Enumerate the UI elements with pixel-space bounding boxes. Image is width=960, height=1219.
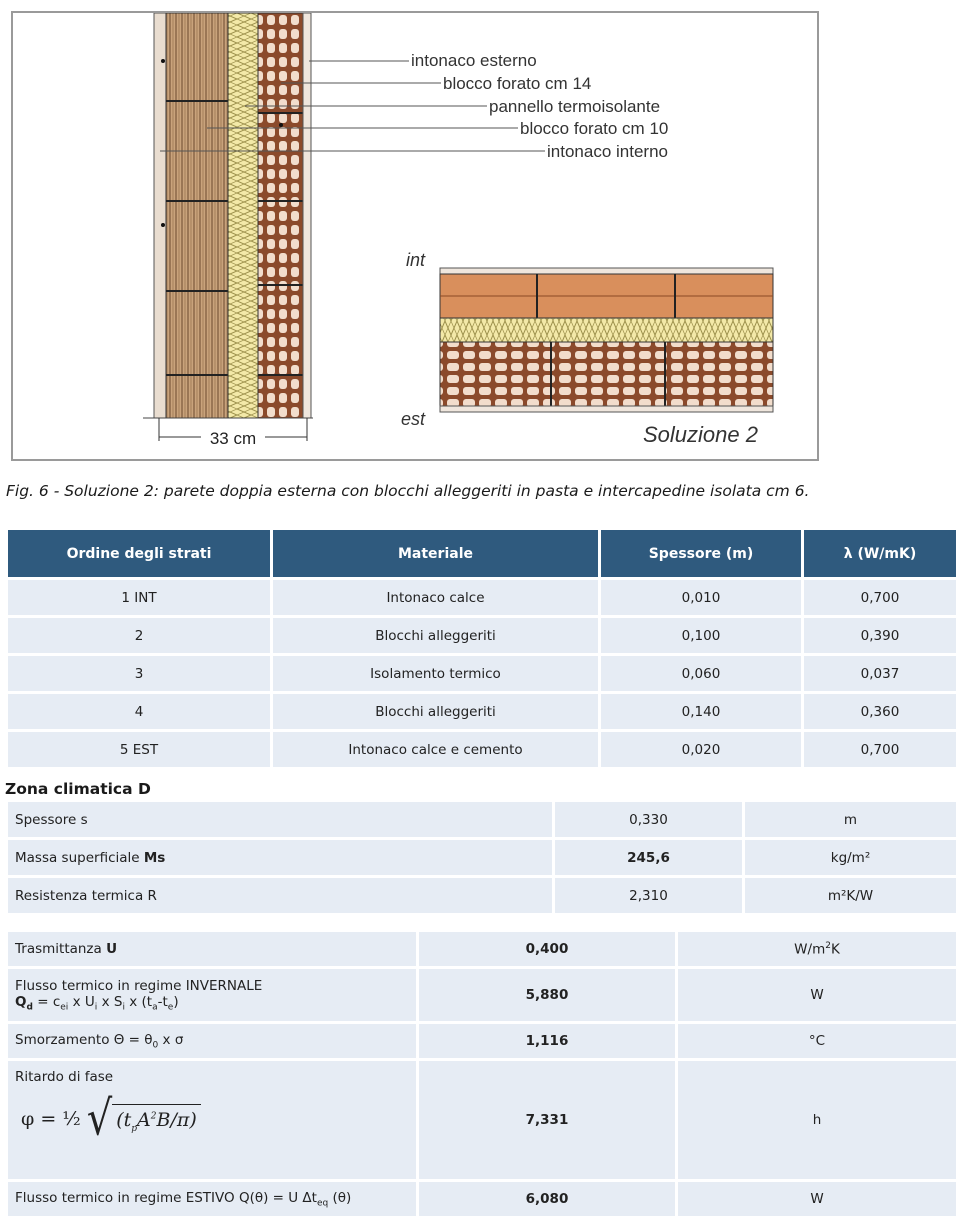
layer-material: Blocchi alleggeriti xyxy=(273,694,598,729)
sqrt-icon: √ xyxy=(86,1091,113,1147)
zone-value: 2,310 xyxy=(555,878,742,913)
table-row xyxy=(8,1061,956,1179)
flusso-invernale-label: Flusso termico in regime INVERNALE $Q_d = c_{ei}$ x $U_i$ x $S_i$ x $(t_a-t_e)$ xyxy=(8,969,416,1021)
header-materiale: Materiale xyxy=(273,530,598,577)
label-pannello: pannello termoisolante xyxy=(489,97,661,116)
table-row xyxy=(8,1182,956,1216)
layer-order: 3 xyxy=(8,656,270,691)
layer-lambda: 0,700 xyxy=(804,580,956,615)
layer-lambda: 0,390 xyxy=(804,618,956,653)
header-spessore: Spessore (m) xyxy=(601,530,801,577)
zone-unit: m xyxy=(745,802,956,837)
table-row xyxy=(8,878,956,913)
plan-section xyxy=(401,250,773,447)
label-intonaco-esterno: intonaco esterno xyxy=(411,51,537,70)
trasmittanza-label: Trasmittanza U xyxy=(8,932,416,966)
header-lambda: λ (W/mK) xyxy=(804,530,956,577)
est-label: est xyxy=(401,409,426,429)
flusso-invernale-unit: W xyxy=(678,969,956,1021)
layer-thickness: 0,100 xyxy=(601,618,801,653)
zone-title: Zona climatica D xyxy=(5,780,151,798)
zone-table xyxy=(5,799,959,916)
layer-material: Isolamento termico xyxy=(273,656,598,691)
layer-lambda: 0,700 xyxy=(804,732,956,767)
smorzamento-label: Smorzamento $\Theta = \theta_0$ x σ xyxy=(8,1024,416,1058)
table-row xyxy=(8,840,956,875)
zone-label: Resistenza termica R xyxy=(8,878,552,913)
ritardo-label: Ritardo di fase φ = ½ √ $(t_pA^2B/\pi)$ xyxy=(8,1061,416,1179)
label-blocco-10: blocco forato cm 10 xyxy=(520,119,669,138)
trasmittanza-unit: $W/m^2K$ xyxy=(678,932,956,966)
layer-order: 1 INT xyxy=(8,580,270,615)
vertical-section xyxy=(143,13,313,418)
smorzamento-value: 1,116 xyxy=(419,1024,675,1058)
wall-section-drawing xyxy=(13,13,817,459)
zone-value: 245,6 xyxy=(555,840,742,875)
int-label: int xyxy=(406,250,426,270)
table-row xyxy=(8,932,956,966)
header-ordine: Ordine degli strati xyxy=(8,530,270,577)
table-row xyxy=(8,694,956,729)
dimension-line xyxy=(159,418,307,448)
zone-label: Massa superficiale Ms xyxy=(8,840,552,875)
layer-lambda: 0,360 xyxy=(804,694,956,729)
layer-order: 5 EST xyxy=(8,732,270,767)
trasmittanza-value: 0,400 xyxy=(419,932,675,966)
layers-header-row xyxy=(8,530,956,577)
table-row xyxy=(8,1024,956,1058)
table-row xyxy=(8,656,956,691)
layer-order: 2 xyxy=(8,618,270,653)
zone-unit: m²K/W xyxy=(745,878,956,913)
layers-table xyxy=(5,527,959,770)
figure-caption: Fig. 6 - Soluzione 2: parete doppia esterna con blocchi alleggeriti in pasta e intercapedine isolata cm 6. xyxy=(6,482,810,500)
table-row xyxy=(8,618,956,653)
performance-table xyxy=(5,929,959,1219)
smorzamento-unit: °C xyxy=(678,1024,956,1058)
flusso-invernale-formula: $Q_d = c_{ei}$ x $U_i$ x $S_i$ x $(t_a-t_e)$ xyxy=(15,993,179,1013)
zone-label: Spessore s xyxy=(8,802,552,837)
layer-thickness: 0,010 xyxy=(601,580,801,615)
layer-thickness: 0,020 xyxy=(601,732,801,767)
layer-order: 4 xyxy=(8,694,270,729)
layer-material: Blocchi alleggeriti xyxy=(273,618,598,653)
solution-label: Soluzione 2 xyxy=(643,422,758,447)
table-row xyxy=(8,732,956,767)
dimension-label: 33 cm xyxy=(209,429,257,448)
label-blocco-14: blocco forato cm 14 xyxy=(443,74,592,93)
layer-material: Intonaco calce e cemento xyxy=(273,732,598,767)
label-intonaco-interno: intonaco interno xyxy=(547,142,668,161)
ritardo-unit: h xyxy=(678,1061,956,1179)
table-row xyxy=(8,580,956,615)
ritardo-formula: φ = ½ √ $(t_pA^2B/\pi)$ xyxy=(21,1099,415,1139)
table-row xyxy=(8,969,956,1021)
table-row xyxy=(8,802,956,837)
flusso-estivo-label: Flusso termico in regime ESTIVO Q(θ) = U $\Delta t_{eq}$ (θ) xyxy=(8,1182,416,1216)
flusso-estivo-unit: W xyxy=(678,1182,956,1216)
layer-lambda: 0,037 xyxy=(804,656,956,691)
ritardo-value: 7,331 xyxy=(419,1061,675,1179)
flusso-estivo-value: 6,080 xyxy=(419,1182,675,1216)
layer-thickness: 0,060 xyxy=(601,656,801,691)
wall-section-figure xyxy=(11,11,819,461)
flusso-invernale-value: 5,880 xyxy=(419,969,675,1021)
zone-value: 0,330 xyxy=(555,802,742,837)
zone-unit: kg/m² xyxy=(745,840,956,875)
layer-material: Intonaco calce xyxy=(273,580,598,615)
layer-thickness: 0,140 xyxy=(601,694,801,729)
